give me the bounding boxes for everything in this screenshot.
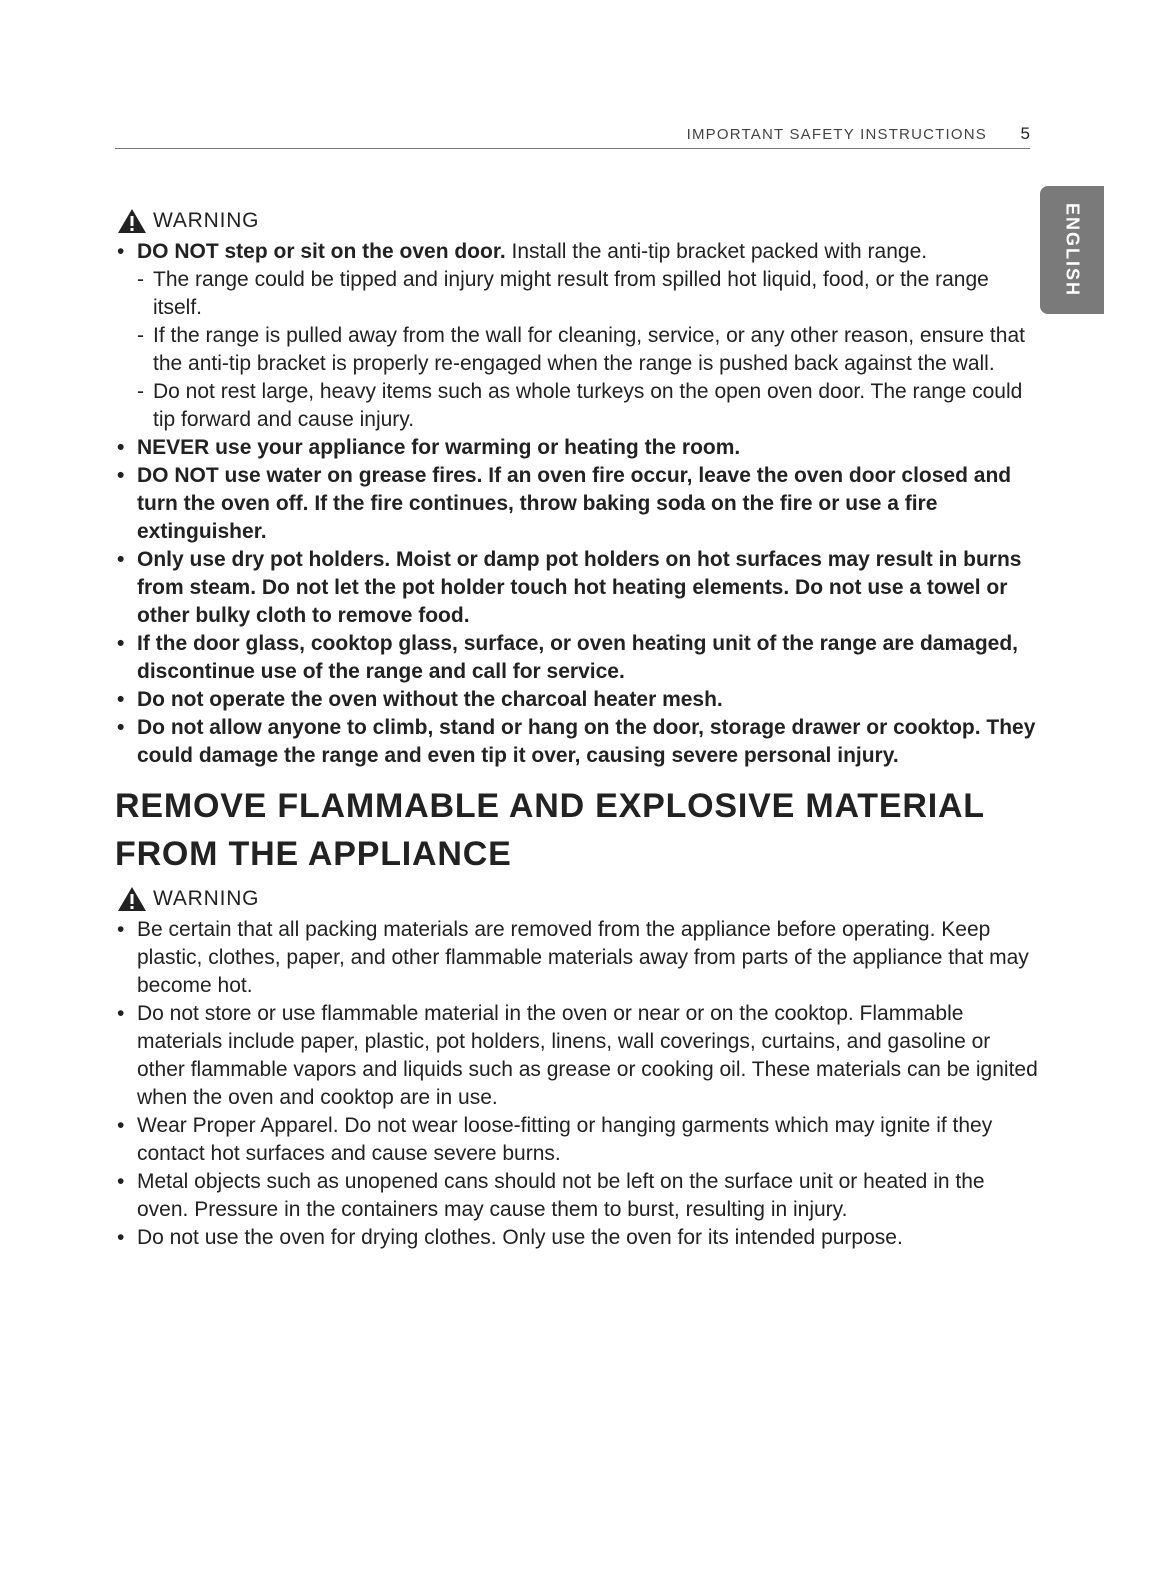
list-item: • Do not store or use flammable material in the oven or near or on the cooktop. Flammable materials include paper, plastic, pot holders, linens, wall coverings, curtains, and gasoline or other flammable vapors and liquids such as grease or cooking oil. These materials can be ignited when the oven and cooktop are in use. [113, 1000, 1038, 1112]
list-item: • Wear Proper Apparel. Do not wear loose-fitting or hanging garments which may ignite if they contact hot surfaces and cause severe burns. [113, 1112, 1038, 1168]
warning-label: WARNING [153, 209, 260, 232]
warning-heading-1 [117, 204, 1038, 238]
list-item [113, 238, 1038, 434]
list-item: • Do not operate the oven without the charcoal heater mesh. [113, 686, 1038, 714]
warning-heading-2 [117, 882, 1038, 916]
sub-list-item: - If the range is pulled away from the wall for cleaning, service, or any other reason, ensure that the anti-tip bracket is properly re-engaged when the range is pushed back against the wall. [137, 322, 1038, 378]
bullet-bold-text: DO NOT step or sit on the oven door. [137, 240, 506, 263]
list-item: • Be certain that all packing materials are removed from the appliance before operating. Keep plastic, clothes, paper, and other flammable materials away from parts of the appliance that may become hot. [113, 916, 1038, 1000]
page-number: 5 [1020, 124, 1030, 143]
list-item: • Only use dry pot holders. Moist or damp pot holders on hot surfaces may result in burns from steam. Do not let the pot holder touch hot heating elements. Do not use a towel or other bulky cloth to remove food. [113, 546, 1038, 630]
sub-list-item: - Do not rest large, heavy items such as whole turkeys on the open oven door. The range could tip forward and cause injury. [137, 378, 1038, 434]
list-item: • NEVER use your appliance for warming or heating the room. [113, 434, 1038, 462]
warning-triangle-icon [117, 886, 147, 912]
page-header [115, 126, 1030, 149]
header-title: IMPORTANT SAFETY INSTRUCTIONS [686, 126, 987, 143]
main-content [113, 204, 1038, 1252]
warning-list-1 [113, 238, 1038, 770]
list-item: • Metal objects such as unopened cans should not be left on the surface unit or heated in the oven. Pressure in the containers may cause them to burst, resulting in injury. [113, 1168, 1038, 1224]
warning-triangle-icon [117, 208, 147, 234]
warning-label: WARNING [153, 887, 260, 910]
warning-list-2 [113, 916, 1038, 1252]
sub-list [137, 266, 1038, 434]
list-item: • Do not allow anyone to climb, stand or hang on the door, storage drawer or cooktop. They could damage the range and even tip it over, causing severe personal injury. [113, 714, 1038, 770]
list-item: • If the door glass, cooktop glass, surface, or oven heating unit of the range are damaged, discontinue use of the range and call for service. [113, 630, 1038, 686]
sub-list-item: - The range could be tipped and injury might result from spilled hot liquid, food, or the range itself. [137, 266, 1038, 322]
bullet-text: Install the anti-tip bracket packed with range. [505, 240, 928, 263]
list-item: • Do not use the oven for drying clothes. Only use the oven for its intended purpose. [113, 1224, 1038, 1252]
language-tab [1040, 186, 1104, 314]
language-tab-label: ENGLISH [1062, 202, 1083, 298]
section-title: REMOVE FLAMMABLE AND EXPLOSIVE MATERIAL FROM THE APPLIANCE [115, 787, 985, 873]
list-item: • DO NOT use water on grease fires. If an oven fire occur, leave the oven door closed and turn the oven off. If the fire continues, throw baking soda on the fire or use a fire extinguisher. [113, 462, 1038, 546]
